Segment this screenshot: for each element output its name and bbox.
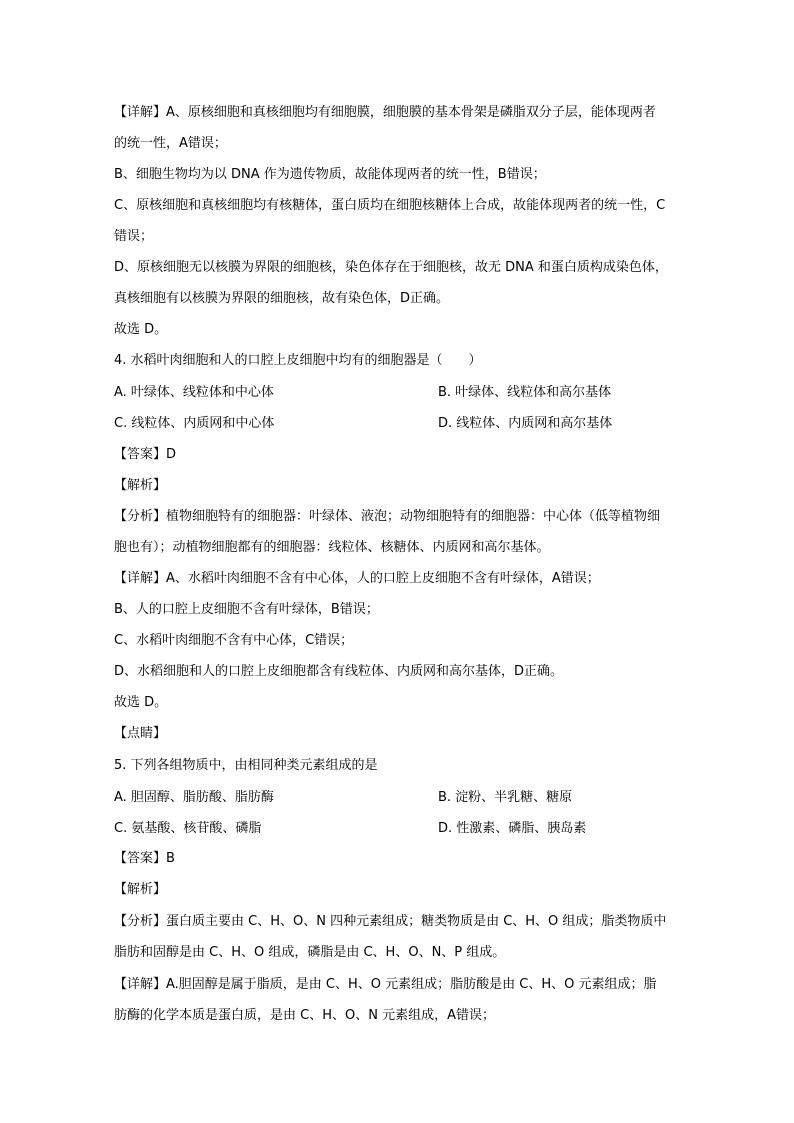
text-line: 肪酶的化学本质是蛋白质，是由 C、H、O、N 元素组成，A错误； [114, 1008, 495, 1023]
text-line: B、人的口腔上皮细胞不含有叶绿体，B错误； [114, 602, 379, 617]
analysis-label: 【解析】 [114, 478, 167, 493]
answer-label: 【答案】D [114, 447, 177, 462]
text-line: 真核细胞有以核膜为界限的细胞核，故有染色体，D正确。 [114, 291, 450, 306]
option-c: C. 氨基酸、核苷酸、磷脂 [114, 821, 262, 836]
text-line: 【详解】A、原核细胞和真核细胞均有细胞膜，细胞膜的基本骨架是磷脂双分子层，能体现两者 [114, 105, 656, 120]
answer-label: 【答案】B [114, 851, 175, 866]
option-b: B. 淀粉、半乳糖、糖原 [438, 790, 573, 805]
text-line: C、原核细胞和真核细胞均有核糖体，蛋白质均在细胞核糖体上合成，故能体现两者的统一性，C [114, 198, 666, 213]
option-c: C. 线粒体、内质网和中心体 [114, 416, 275, 431]
text-line: 【分析】蛋白质主要由 C、H、O、N 四种元素组成；糖类物质是由 C、H、O 组成；脂类物质中 [114, 914, 667, 929]
text-line: 【详解】A.胆固醇是属于脂质，是由 C、H、O 元素组成；脂肪酸是由 C、H、O 元素组成；脂 [114, 977, 657, 992]
text-line: 故选 D。 [114, 322, 168, 337]
analysis-label: 【解析】 [114, 882, 167, 897]
text-line: C、水稻叶肉细胞不含有中心体，C错误； [114, 633, 354, 648]
text-line: 【点睛】 [114, 726, 167, 741]
option-b: B. 叶绿体、线粒体和高尔基体 [438, 385, 612, 400]
question-5-stem: 5. 下列各组物质中，由相同种类元素组成的是 [114, 758, 378, 773]
option-d: D. 线粒体、内质网和高尔基体 [438, 416, 613, 431]
text-line: 故选 D。 [114, 695, 168, 710]
text-line: 胞也有）；动植物细胞都有的细胞器：线粒体、核糖体、内质网和高尔基体。 [114, 540, 550, 555]
text-line: D、水稻细胞和人的口腔上皮细胞都含有线粒体、内质网和高尔基体，D正确。 [114, 664, 564, 679]
option-a: A. 胆固醇、脂肪酸、脂肪酶 [114, 790, 274, 805]
text-line: B、细胞生物均为以 DNA 作为遗传物质，故能体现两者的统一性，B错误； [114, 167, 546, 182]
text-line: 错误； [114, 229, 154, 244]
option-a: A. 叶绿体、线粒体和中心体 [114, 385, 274, 400]
option-d: D. 性激素、磷脂、胰岛素 [438, 821, 587, 836]
text-line: 【分析】植物细胞特有的细胞器：叶绿体、液泡；动物细胞特有的细胞器：中心体（低等植物细 [114, 509, 661, 524]
text-line: 脂肪和固醇是由 C、H、O 组成，磷脂是由 C、H、O、N、P 组成。 [114, 945, 506, 960]
text-line: 【详解】A、水稻叶肉细胞不含有中心体，人的口腔上皮细胞不含有叶绿体，A错误； [114, 571, 600, 586]
question-4-stem: 4. 水稻叶肉细胞和人的口腔上皮细胞中均有的细胞器是（ ） [114, 353, 482, 368]
text-line: D、原核细胞无以核膜为界限的细胞核，染色体存在于细胞核，故无 DNA 和蛋白质构成染色体， [114, 260, 668, 275]
text-line: 的统一性，A错误； [114, 136, 227, 151]
